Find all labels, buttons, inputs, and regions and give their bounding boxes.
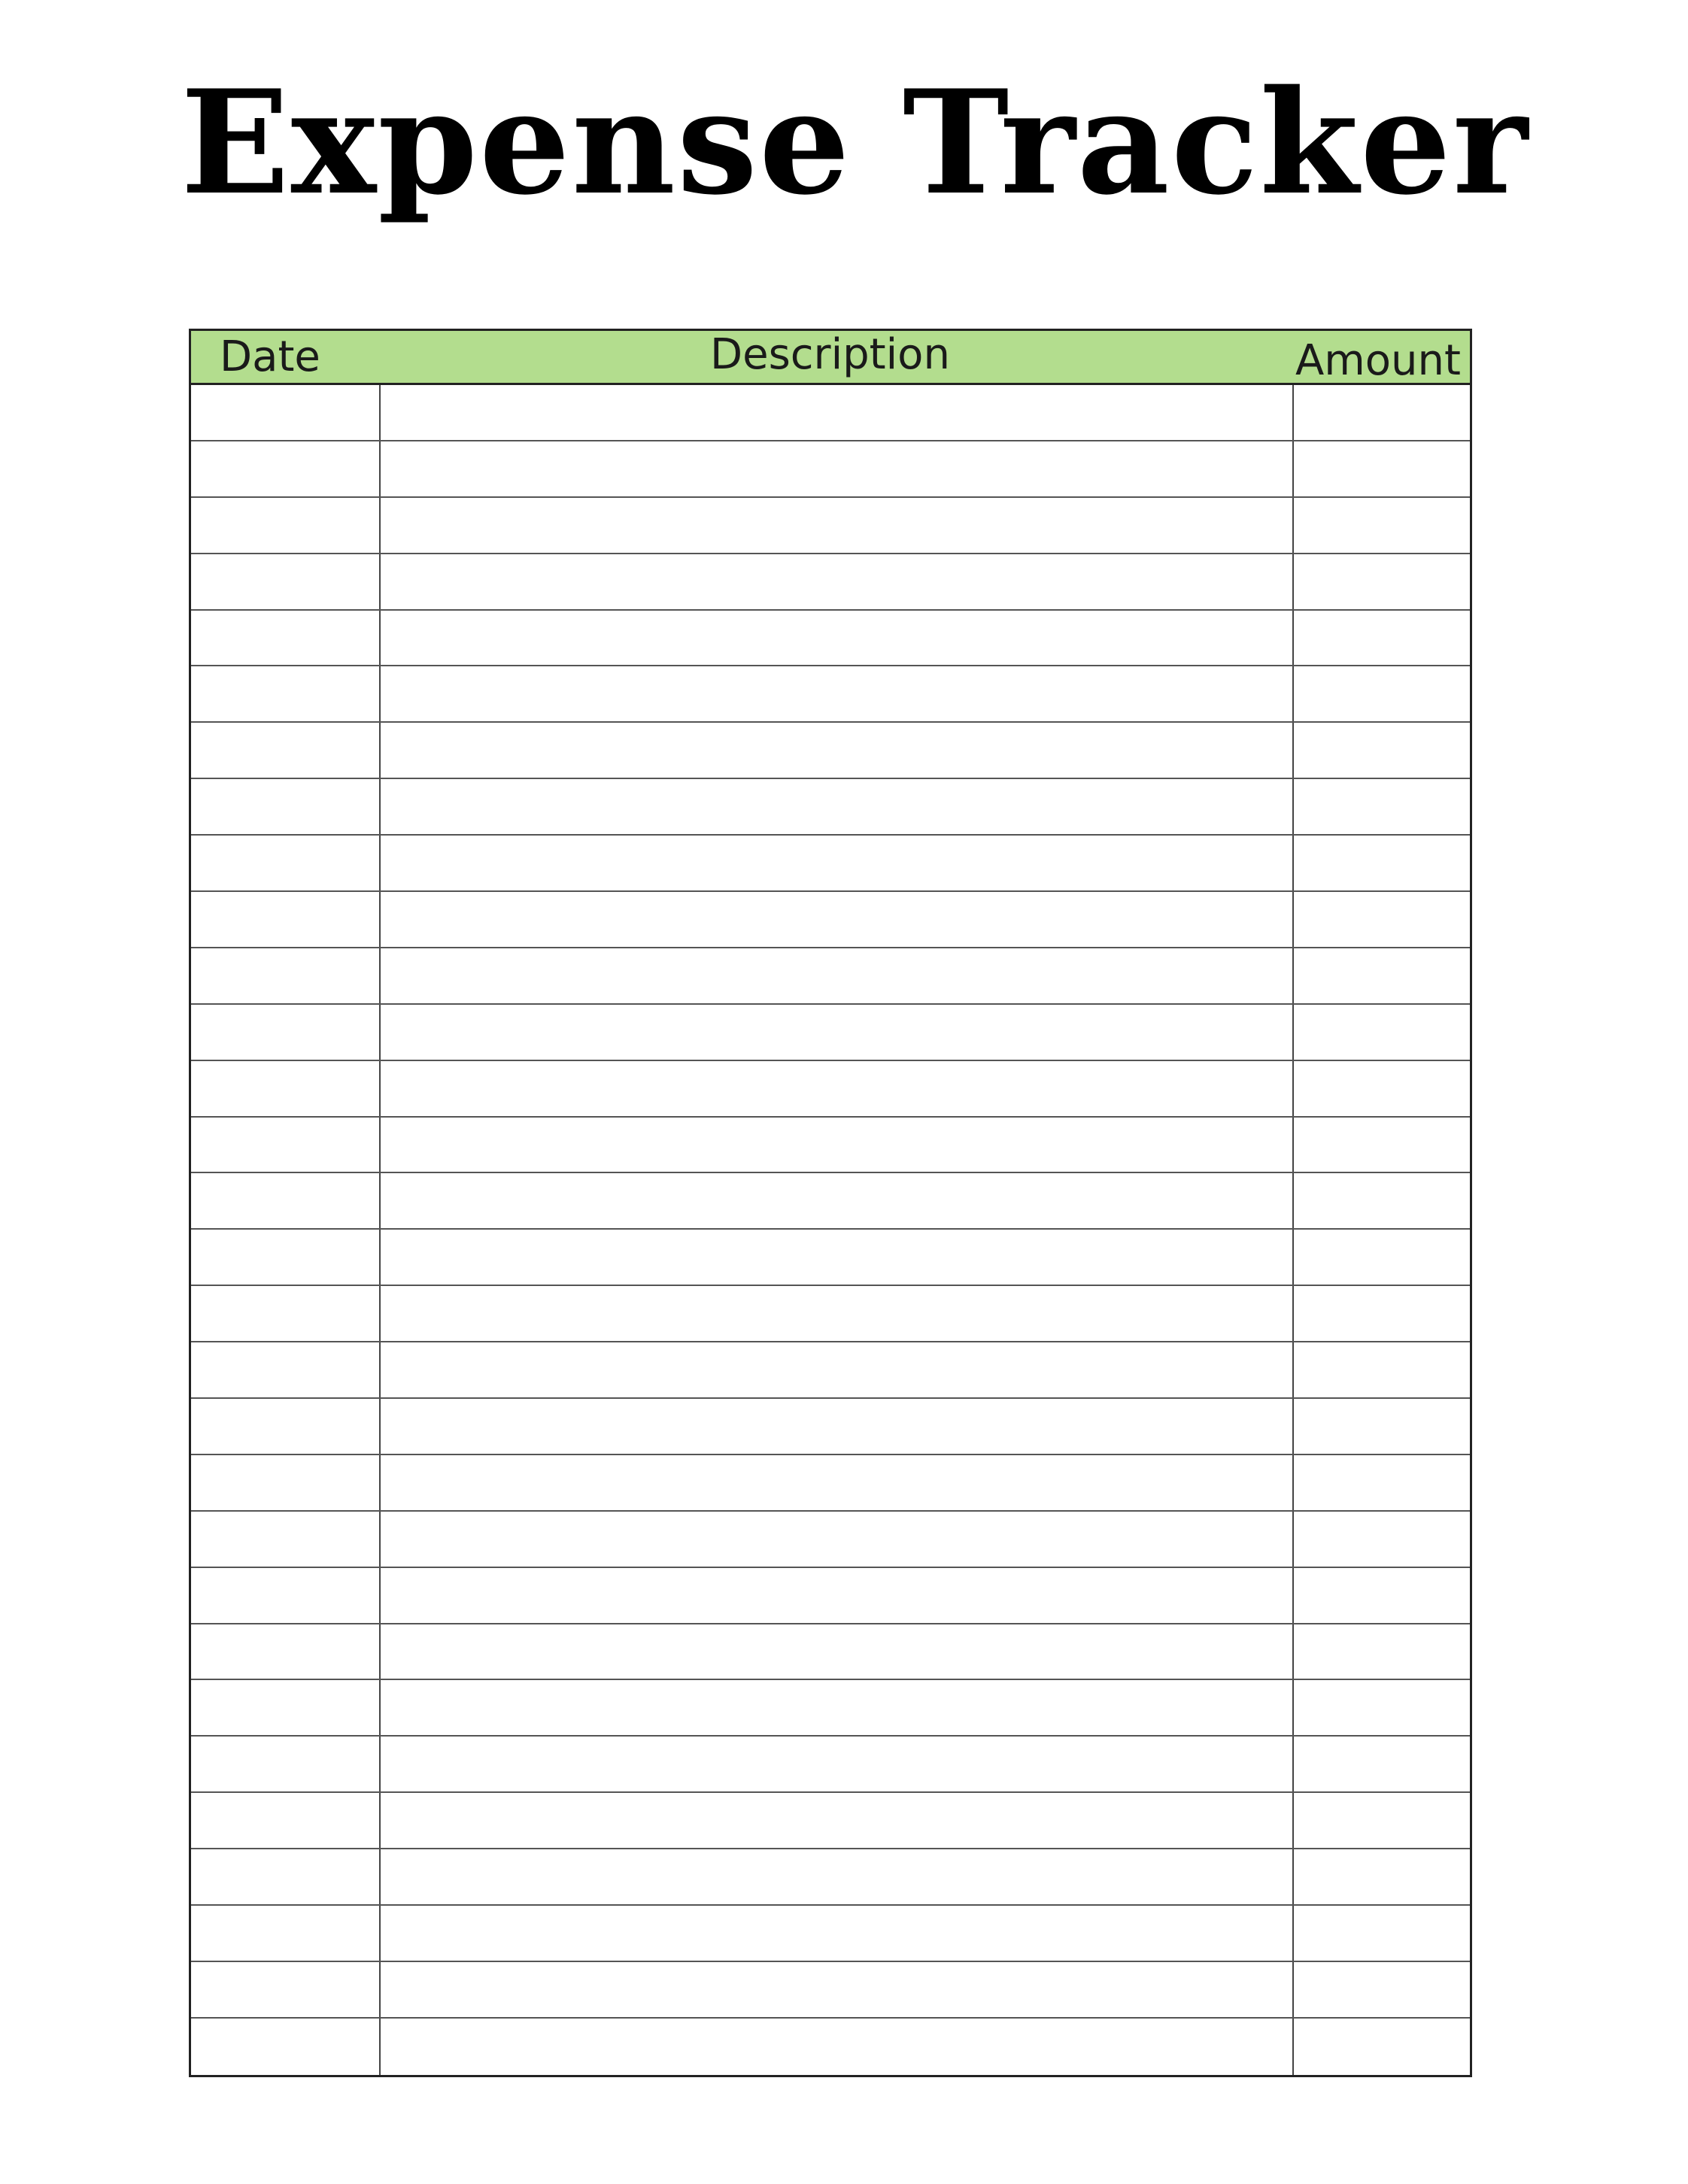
amount-cell[interactable]	[1294, 1173, 1470, 1228]
description-cell[interactable]	[381, 1286, 1294, 1341]
description-cell[interactable]	[381, 1568, 1294, 1623]
amount-cell[interactable]	[1294, 2019, 1470, 2075]
table-row	[191, 1342, 1470, 1399]
amount-cell[interactable]	[1294, 1737, 1470, 1791]
date-cell[interactable]	[191, 385, 381, 440]
date-cell[interactable]	[191, 611, 381, 666]
table-row	[191, 1624, 1470, 1681]
table-row	[191, 1286, 1470, 1342]
description-cell[interactable]	[381, 948, 1294, 1003]
amount-cell[interactable]	[1294, 1680, 1470, 1735]
description-cell[interactable]	[381, 779, 1294, 834]
amount-cell[interactable]	[1294, 1118, 1470, 1172]
table-row	[191, 1230, 1470, 1286]
amount-cell[interactable]	[1294, 1286, 1470, 1341]
table-row	[191, 1005, 1470, 1061]
description-cell[interactable]	[381, 2019, 1294, 2075]
amount-cell[interactable]	[1294, 1962, 1470, 2017]
table-row	[191, 498, 1470, 554]
date-cell[interactable]	[191, 836, 381, 890]
date-cell[interactable]	[191, 1005, 381, 1060]
date-cell[interactable]	[191, 1680, 381, 1735]
date-cell[interactable]	[191, 1512, 381, 1567]
description-cell[interactable]	[381, 1118, 1294, 1172]
description-cell[interactable]	[381, 1680, 1294, 1735]
date-cell[interactable]	[191, 1624, 381, 1679]
amount-cell[interactable]	[1294, 892, 1470, 947]
date-cell[interactable]	[191, 1173, 381, 1228]
table-row	[191, 554, 1470, 611]
amount-cell[interactable]	[1294, 779, 1470, 834]
table-row	[191, 1568, 1470, 1624]
description-cell[interactable]	[381, 1906, 1294, 1961]
amount-cell[interactable]	[1294, 1512, 1470, 1567]
table-row	[191, 2019, 1470, 2075]
date-cell[interactable]	[191, 498, 381, 553]
date-cell[interactable]	[191, 1455, 381, 1510]
header-amount: Amount	[1295, 336, 1461, 385]
amount-cell[interactable]	[1294, 1906, 1470, 1961]
table-row	[191, 779, 1470, 836]
description-cell[interactable]	[381, 1342, 1294, 1397]
table-row	[191, 1793, 1470, 1849]
table-row	[191, 1399, 1470, 1455]
description-cell[interactable]	[381, 1849, 1294, 1904]
table-row	[191, 723, 1470, 779]
date-cell[interactable]	[191, 1230, 381, 1285]
description-cell[interactable]	[381, 892, 1294, 947]
table-row	[191, 1173, 1470, 1230]
description-cell[interactable]	[381, 1512, 1294, 1567]
description-cell[interactable]	[381, 1793, 1294, 1848]
table-row	[191, 1680, 1470, 1737]
table-row	[191, 1906, 1470, 1962]
amount-cell[interactable]	[1294, 498, 1470, 553]
date-cell[interactable]	[191, 723, 381, 778]
table-row	[191, 441, 1470, 498]
description-cell[interactable]	[381, 385, 1294, 440]
amount-cell[interactable]	[1294, 836, 1470, 890]
description-cell[interactable]	[381, 723, 1294, 778]
amount-cell[interactable]	[1294, 441, 1470, 496]
description-cell[interactable]	[381, 1173, 1294, 1228]
table-row	[191, 1849, 1470, 1906]
description-cell[interactable]	[381, 611, 1294, 666]
description-cell[interactable]	[381, 1455, 1294, 1510]
date-cell[interactable]	[191, 1849, 381, 1904]
description-cell[interactable]	[381, 1737, 1294, 1791]
amount-cell[interactable]	[1294, 1399, 1470, 1454]
amount-cell[interactable]	[1294, 1342, 1470, 1397]
date-cell[interactable]	[191, 892, 381, 947]
amount-cell[interactable]	[1294, 1568, 1470, 1623]
date-cell[interactable]	[191, 1568, 381, 1623]
amount-cell[interactable]	[1294, 554, 1470, 609]
table-row	[191, 892, 1470, 948]
description-cell[interactable]	[381, 1399, 1294, 1454]
amount-cell[interactable]	[1294, 385, 1470, 440]
description-cell[interactable]	[381, 1230, 1294, 1285]
description-cell[interactable]	[381, 1061, 1294, 1116]
date-cell[interactable]	[191, 1118, 381, 1172]
amount-cell[interactable]	[1294, 1849, 1470, 1904]
amount-cell[interactable]	[1294, 611, 1470, 666]
description-cell[interactable]	[381, 498, 1294, 553]
date-cell[interactable]	[191, 1793, 381, 1848]
amount-cell[interactable]	[1294, 1061, 1470, 1116]
amount-cell[interactable]	[1294, 666, 1470, 721]
table-row	[191, 1061, 1470, 1118]
date-cell[interactable]	[191, 554, 381, 609]
amount-cell[interactable]	[1294, 1455, 1470, 1510]
description-cell[interactable]	[381, 666, 1294, 721]
description-cell[interactable]	[381, 441, 1294, 496]
date-cell[interactable]	[191, 441, 381, 496]
date-cell[interactable]	[191, 1286, 381, 1341]
description-cell[interactable]	[381, 1962, 1294, 2017]
date-cell[interactable]	[191, 1399, 381, 1454]
table-row	[191, 948, 1470, 1005]
table-row	[191, 385, 1470, 441]
date-cell[interactable]	[191, 1906, 381, 1961]
expense-table	[189, 329, 1472, 2077]
table-row	[191, 611, 1470, 667]
table-row	[191, 1737, 1470, 1793]
date-cell[interactable]	[191, 666, 381, 721]
header-description: Description	[710, 330, 950, 379]
amount-cell[interactable]	[1294, 948, 1470, 1003]
table-row	[191, 666, 1470, 723]
amount-cell[interactable]	[1294, 1793, 1470, 1848]
table-row	[191, 1118, 1470, 1174]
amount-cell[interactable]	[1294, 1005, 1470, 1060]
description-cell[interactable]	[381, 1005, 1294, 1060]
table-row	[191, 836, 1470, 892]
description-cell[interactable]	[381, 836, 1294, 890]
table-row	[191, 1962, 1470, 2019]
table-body	[191, 385, 1470, 2075]
date-cell[interactable]	[191, 1737, 381, 1791]
amount-cell[interactable]	[1294, 723, 1470, 778]
amount-cell[interactable]	[1294, 1230, 1470, 1285]
date-cell[interactable]	[191, 779, 381, 834]
date-cell[interactable]	[191, 1061, 381, 1116]
date-cell[interactable]	[191, 948, 381, 1003]
page-title: Expense Tracker	[181, 59, 1530, 226]
table-header-row	[191, 331, 1470, 385]
header-date: Date	[220, 332, 320, 381]
table-row	[191, 1512, 1470, 1568]
description-cell[interactable]	[381, 554, 1294, 609]
date-cell[interactable]	[191, 1962, 381, 2017]
description-cell[interactable]	[381, 1624, 1294, 1679]
amount-cell[interactable]	[1294, 1624, 1470, 1679]
table-row	[191, 1455, 1470, 1512]
date-cell[interactable]	[191, 2019, 381, 2075]
date-cell[interactable]	[191, 1342, 381, 1397]
